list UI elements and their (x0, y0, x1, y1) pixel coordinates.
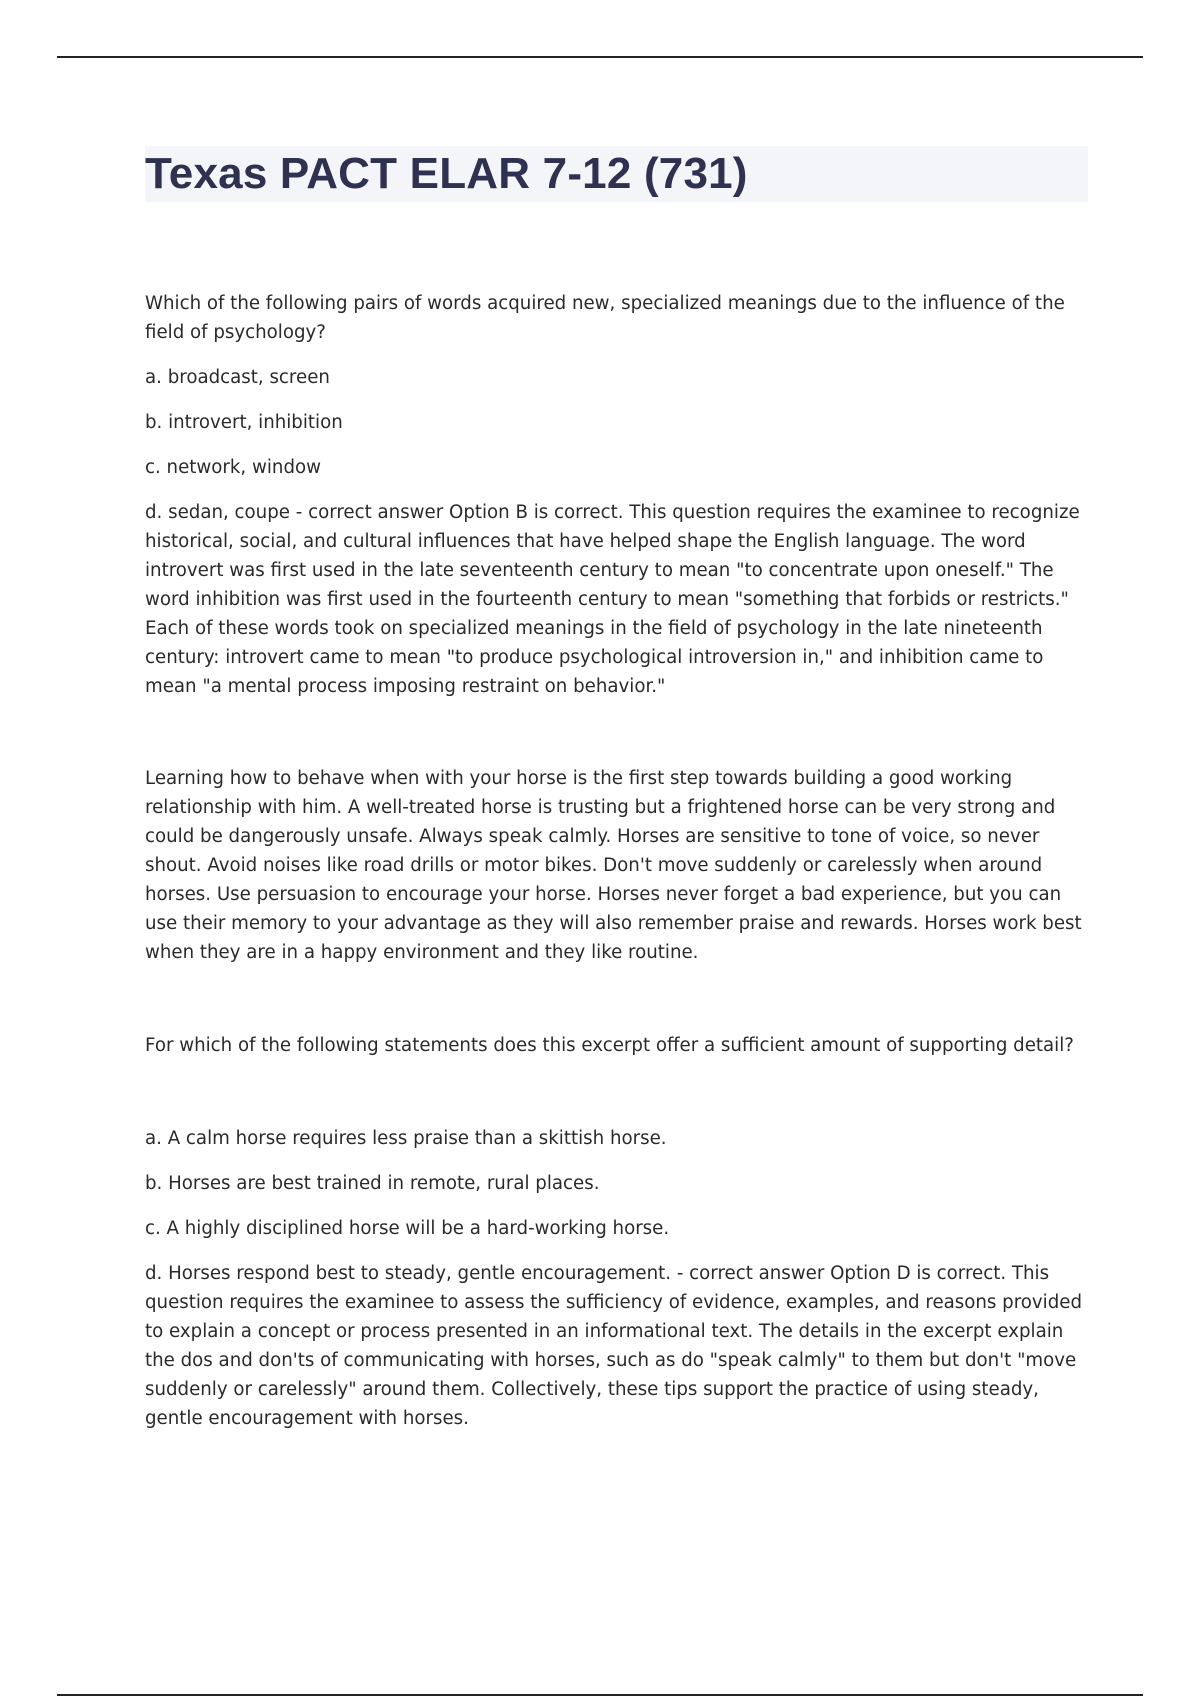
question-1-option-a: a. broadcast, screen (145, 367, 330, 388)
question-1-option-d-answer: d. sedan, coupe - correct answer Option B is correct. This question requires the examinee to recognize historical, social, and cultural influences that have helped shape the English language. The word introvert was first used in the late seventeenth century to mean "to concentrate upon oneself." The word inhibition was first used in the fourteenth century to mean "something that forbids or restricts." Each of these words took on specialized meanings in the field of psychology in the late nineteenth century: introvert came to mean "to produce psychological introversion in," and inhibition came to mean "a mental process imposing restraint on behavior." (145, 502, 1080, 697)
question-2-option-b: b. Horses are best trained in remote, rural places. (145, 1173, 600, 1194)
passage-text: Learning how to behave when with your horse is the first step towards building a good working relationship with him. A well-treated horse is trusting but a frightened horse can be very strong and could be dangerously unsafe. Always speak calmly. Horses are sensitive to tone of voice, so never shout. Avoid noises like road drills or motor bikes. Don't move suddenly or carelessly when around horses. Use persuasion to encourage your horse. Horses never forget a bad experience, but you can use their memory to your advantage as they will also remember praise and rewards. Horses work best when they are in a happy environment and they like routine. (145, 768, 1082, 963)
question-2-option-a: a. A calm horse requires less praise than a skittish horse. (145, 1128, 667, 1149)
question-2-text: For which of the following statements does this excerpt offer a sufficient amount of supporting detail? (145, 1035, 1074, 1056)
question-2-option-c: c. A highly disciplined horse will be a hard-working horse. (145, 1218, 670, 1239)
top-divider (57, 56, 1143, 58)
document-title: Texas PACT ELAR 7-12 (731) (145, 149, 748, 198)
question-1-text: Which of the following pairs of words acquired new, specialized meanings due to the influence of the field of psychology? (145, 293, 1065, 343)
bottom-divider (57, 1694, 1143, 1696)
question-1-option-c: c. network, window (145, 457, 321, 478)
question-2-option-d-answer: d. Horses respond best to steady, gentle encouragement. - correct answer Option D is correct. This question requires the examinee to assess the sufficiency of evidence, examples, and reasons provided to explain a concept or process presented in an informational text. The details in the excerpt explain the dos and don'ts of communicating with horses, such as do "speak calmly" to them but don't "move suddenly or carelessly" around them. Collectively, these tips support the practice of using steady, gentle encouragement with horses. (145, 1263, 1083, 1429)
document-body (145, 289, 1090, 1433)
question-1-option-b: b. introvert, inhibition (145, 412, 343, 433)
